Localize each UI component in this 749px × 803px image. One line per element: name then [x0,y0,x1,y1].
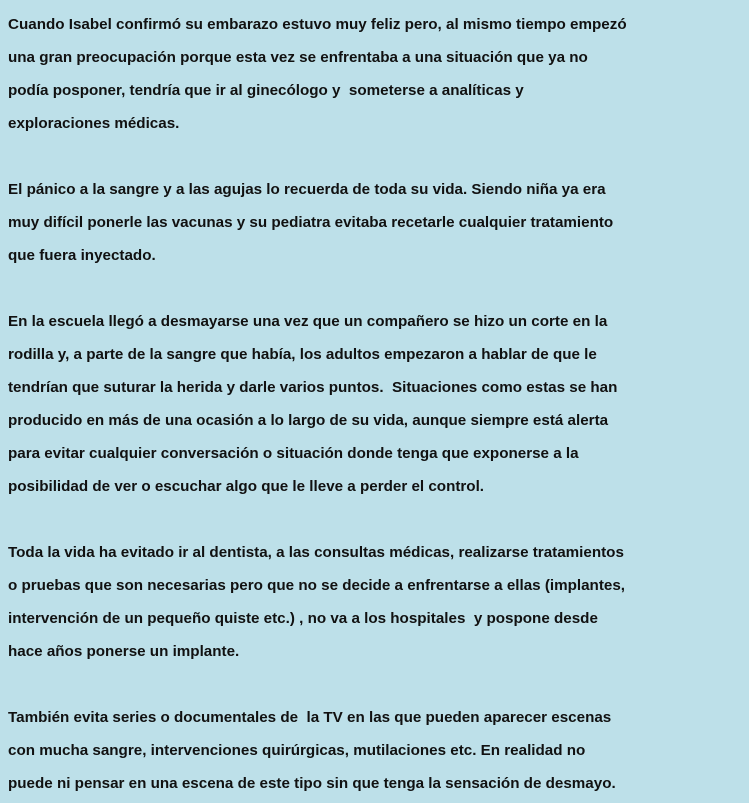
text-line: tendrían que suturar la herida y darle varios puntos. Situaciones como estas se han [8,379,618,396]
paragraph-4 [8,536,749,668]
text-line: intervención de un pequeño quiste etc.) , no va a los hospitales y pospone desde [8,610,598,627]
text-line: posibilidad de ver o escuchar algo que le lleve a perder el control. [8,478,485,495]
paragraph-1 [8,8,749,140]
text-line: con mucha sangre, intervenciones quirúrgicas, mutilaciones etc. En realidad no [8,742,586,759]
text-line: hace años ponerse un implante. [8,643,240,660]
text-line: que fuera inyectado. [8,247,156,264]
text-line: o pruebas que son necesarias pero que no se decide a enfrentarse a ellas (implantes, [8,577,626,594]
text-line: para evitar cualquier conversación o situación donde tenga que exponerse a la [8,445,579,462]
text-line: rodilla y, a parte de la sangre que había, los adultos empezaron a hablar de que le [8,346,597,363]
text-line: En la escuela llegó a desmayarse una vez que un compañero se hizo un corte en la [8,313,608,330]
text-line: puede ni pensar en una escena de este tipo sin que tenga la sensación de desmayo. [8,775,616,792]
text-line: producido en más de una ocasión a lo largo de su vida, aunque siempre está alerta [8,412,609,429]
text-line: El pánico a la sangre y a las agujas lo recuerda de toda su vida. Siendo niña ya era [8,181,606,198]
text-line: una gran preocupación porque esta vez se enfrentaba a una situación que ya no [8,49,588,66]
text-line: podía posponer, tendría que ir al ginecólogo y someterse a analíticas y [8,82,524,99]
text-line: Cuando Isabel confirmó su embarazo estuvo muy feliz pero, al mismo tiempo empezó [8,16,627,33]
paragraph-3 [8,305,749,503]
paragraph-5 [8,701,749,800]
text-line: exploraciones médicas. [8,115,180,132]
text-line: Toda la vida ha evitado ir al dentista, a las consultas médicas, realizarse tratamientos [8,544,624,561]
text-line: muy difícil ponerle las vacunas y su pediatra evitaba recetarle cualquier tratamiento [8,214,614,231]
text-line: También evita series o documentales de la TV en las que pueden aparecer escenas [8,709,612,726]
paragraph-2 [8,173,749,272]
